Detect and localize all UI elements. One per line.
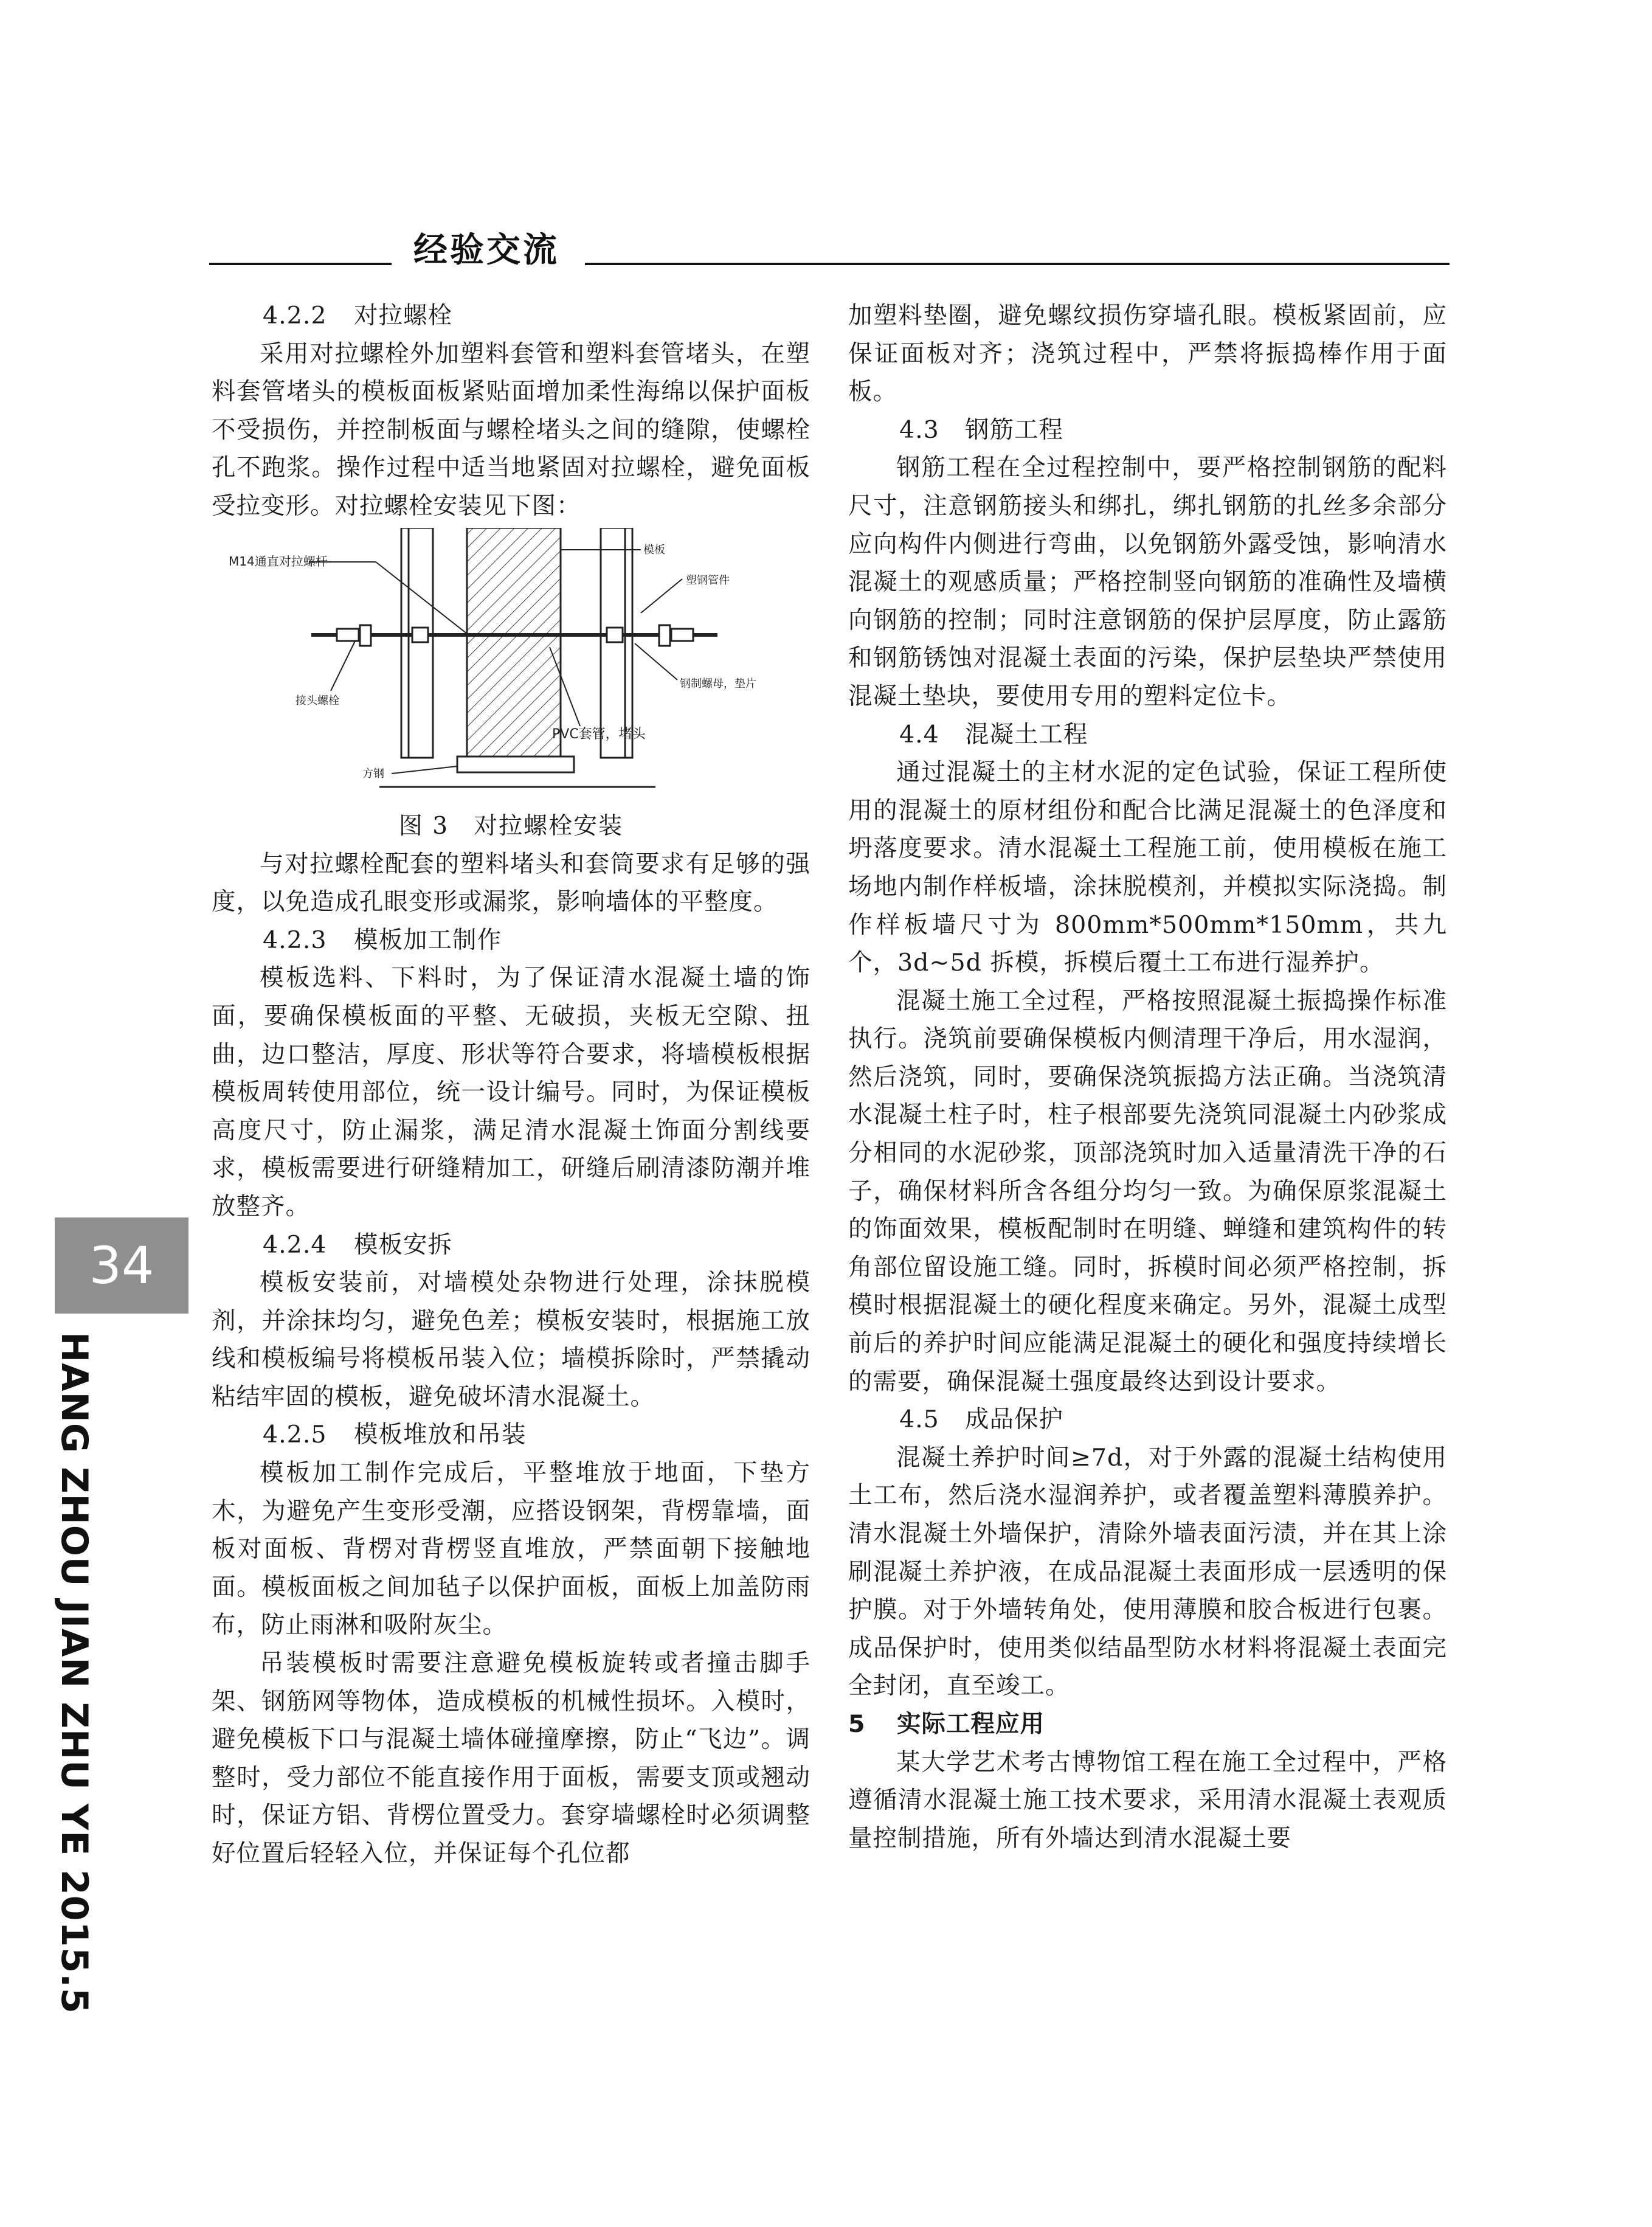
pvc-plug-left	[412, 628, 428, 642]
label-pvc: PVC套管，堵头	[552, 726, 646, 742]
label-joint-bolt: 接头螺栓	[295, 694, 339, 707]
form-board-left	[401, 528, 409, 758]
right-column	[848, 297, 1447, 1857]
paragraph: 采用对拉螺栓外加塑料套管和塑料套管堵头，在塑料套管堵头的模板面板紧贴面增加柔性海绵以保护面板不受损伤，并控制板面与螺栓堵头之间的缝隙，使螺栓孔不跑浆。操作过程中适当地紧固对拉螺栓，避免面板受拉变形。对拉螺栓安装见下图：	[212, 339, 810, 520]
heading-5: 5 实际工程应用	[848, 1709, 1045, 1738]
paragraph-continued: 加塑料垫圈，避免螺纹损伤穿墙孔眼。模板紧固前，应保证面板对齐；浇筑过程中，严禁将振捣棒作用于面板。	[848, 302, 1447, 406]
page-number-tab	[55, 1217, 188, 1314]
section-title: 经验交流	[413, 230, 559, 270]
nut-right	[659, 625, 670, 646]
heading-4-2-2: 4.2.2 对拉螺栓	[263, 302, 452, 330]
paragraph: 通过混凝土的主材水泥的定色试验，保证工程所使用的混凝土的原材组份和配合比满足混凝土的色泽度和坍落度要求。清水混凝土工程施工前，使用模板在施工场地内制作样板墙，涂抹脱模剂，并模拟实际浇捣。制作样板墙尺寸为 800mm*500mm*150mm，共九个，3d~5d 拆模，拆模后覆土工布进行湿养护。	[848, 758, 1447, 977]
paragraph: 模板加工制作完成后，平整堆放于地面，下垫方木，为避免产生变形受潮，应搭设钢架，背楞靠墙，面板对面板、背楞对背楞竖直堆放，严禁面朝下接触地面。模板面板之间加毡子以保护面板，面板上加盖防雨布，防止雨淋和吸附灰尘。	[212, 1459, 810, 1640]
nut-left	[360, 625, 371, 646]
header-rule-right	[585, 263, 1450, 265]
paragraph: 与对拉螺栓配套的塑料堵头和套筒要求有足够的强度，以免造成孔眼变形或漏浆，影响墙体的平整度。	[212, 850, 810, 916]
joint-bolt-left	[337, 629, 359, 641]
joint-bolt-right	[671, 629, 693, 641]
label-pipe: 塑钢管件	[686, 573, 730, 587]
paragraph: 混凝土养护时间≥7d，对于外露的混凝土结构使用土工布，然后浇水湿润养护，或者覆盖塑料薄膜养护。清水混凝土外墙保护，清除外墙表面污渍，并在其上涂刷混凝土养护液，在成品混凝土表面形成一层透明的保护膜。对于外墙转角处，使用薄膜和胶合板进行包裹。成品保护时，使用类似结晶型防水材料将混凝土表面完全封闭，直至竣工。	[848, 1443, 1447, 1700]
label-nut: 钢制螺母，垫片	[680, 677, 756, 690]
base-block	[457, 757, 574, 772]
heading-4-3: 4.3 钢筋工程	[899, 415, 1063, 444]
left-column	[212, 297, 810, 1873]
paragraph: 模板安装前，对墙模处杂物进行处理，涂抹脱模剂，并涂抹均匀，避免色差；模板安装时，根据施工放线和模板编号将模板吊装入位；墙模拆除时，严禁撬动粘结牢固的模板，避免破坏清水混凝土。	[212, 1269, 810, 1411]
paragraph: 吊装模板时需要注意避免模板旋转或者撞击脚手架、钢筋网等物体，造成模板的机械性损坏。入模时，避免模板下口与混凝土墙体碰撞摩擦，防止“飞边”。调整时，受力部位不能直接作用于面板，需要支顶或翘动时，保证方铝、背楞位置受力。套穿墙螺栓时必须调整好位置后轻轻入位，并保证每个孔位都	[212, 1649, 810, 1868]
journal-name-vertical: HANG ZHOU JIAN ZHU YE 2015.5	[53, 1332, 95, 2014]
label-formwork: 模板	[643, 543, 665, 556]
heading-4-5: 4.5 成品保护	[899, 1405, 1063, 1434]
heading-4-2-4: 4.2.4 模板安拆	[263, 1230, 452, 1259]
heading-4-4: 4.4 混凝土工程	[899, 720, 1088, 749]
bolt-installation-figure	[212, 528, 810, 808]
concrete-wall	[467, 528, 561, 758]
figure-caption: 图 3 对拉螺栓安装	[398, 812, 624, 840]
heading-4-2-5: 4.2.5 模板堆放和吊装	[263, 1421, 527, 1449]
header-rule-left	[209, 263, 392, 265]
paragraph: 钢筋工程在全过程控制中，要严格控制钢筋的配料尺寸，注意钢筋接头和绑扎，绑扎钢筋的扎丝多余部分应向构件内侧进行弯曲，以免钢筋外露受蚀，影响清水混凝土的观感质量；严格控制竖向钢筋的准确性及墙横向钢筋的控制；同时注意钢筋的保护层厚度，防止露筋和钢筋锈蚀对混凝土表面的污染，保护层垫块严禁使用混凝土垫块，要使用专用的塑料定位卡。	[848, 454, 1447, 710]
paragraph: 混凝土施工全过程，严格按照混凝土振捣操作标准执行。浇筑前要确保模板内侧清理干净后，用水湿润，然后浇筑，同时，要确保浇筑振捣方法正确。当浇筑清水混凝土柱子时，柱子根部要先浇筑同混凝土内砂浆成分相同的水泥砂浆，顶部浇筑时加入适量清洗干净的石子，确保材料所含各组分均匀一致。为确保原浆混凝土的饰面效果，模板配制时在明缝、蝉缝和建筑构件的转角部位留设施工缝。同时，拆模时间必须严格控制，拆模时根据混凝土的硬化程度来确定。另外，混凝土成型前后的养护时间应能满足混凝土的硬化和强度持续增长的需要，确保混凝土强度最终达到设计要求。	[848, 986, 1447, 1396]
paragraph: 某大学艺术考古博物馆工程在施工全过程中，严格遵循清水混凝土施工技术要求，采用清水混凝土表观质量控制措施，所有外墙达到清水混凝土要	[848, 1748, 1447, 1852]
label-steel: 方钢	[362, 767, 384, 780]
label-m14: M14通直对拉螺杆	[229, 553, 328, 569]
pvc-plug-right	[607, 628, 623, 642]
paragraph: 模板选料、下料时，为了保证清水混凝土墙的饰面，要确保模板面的平整、无破损，夹板无空隙、扭曲，边口整洁，厚度、形状等符合要求，将墙模板根据模板周转使用部位，统一设计编号。同时，为保证模板高度尺寸，防止漏浆，满足清水混凝土饰面分割线要求，模板需要进行研缝精加工，研缝后刷清漆防潮并堆放整齐。	[212, 964, 810, 1221]
bolt-diagram	[212, 528, 810, 808]
heading-4-2-3: 4.2.3 模板加工制作	[263, 926, 502, 954]
form-board-right	[625, 528, 632, 758]
page-number: 34	[89, 1236, 154, 1295]
